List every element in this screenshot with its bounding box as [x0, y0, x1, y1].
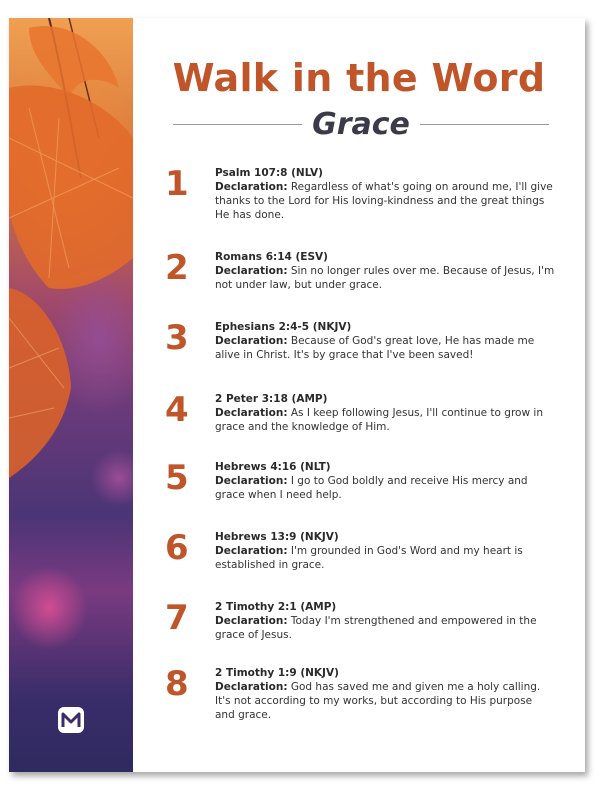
- entry-number: 3: [165, 318, 189, 358]
- ministry-logo-icon: [57, 706, 85, 734]
- entry-number: 1: [165, 164, 189, 204]
- entry-number: 5: [165, 458, 189, 498]
- declaration-text: Declaration: As I keep following Jesus, I'll continue to grow in grace and the knowledge of Him.: [215, 407, 543, 433]
- declaration-text: Declaration: Sin no longer rules over me. Because of Jesus, I'm not under law, but under grace.: [215, 265, 555, 291]
- declaration-label: Declaration:: [215, 681, 288, 693]
- scripture-reference: 2 Timothy 2:1 (AMP): [215, 601, 337, 613]
- declaration-label: Declaration:: [215, 181, 288, 193]
- scripture-reference: Ephesians 2:4-5 (NKJV): [215, 321, 352, 333]
- divider-right: [420, 124, 549, 125]
- declaration-text: Declaration: I go to God boldly and receive His mercy and grace when I need help.: [215, 475, 528, 501]
- subtitle-row: [173, 104, 549, 144]
- declaration-text: Declaration: Because of God's great love, He has made me alive in Christ. It's by grace that I've been saved!: [215, 335, 535, 361]
- declaration-text: Declaration: Regardless of what's going on around me, I'll give thanks to the Lord for His loving-kindness and the great things He has done.: [215, 181, 553, 221]
- declaration-label: Declaration:: [215, 407, 288, 419]
- entry-number: 8: [165, 664, 189, 704]
- declaration-label: Declaration:: [215, 335, 288, 347]
- declaration-label: Declaration:: [215, 545, 288, 557]
- entry-number: 6: [165, 528, 189, 568]
- scripture-reference: Psalm 107:8 (NLV): [215, 167, 323, 179]
- declaration-label: Declaration:: [215, 615, 288, 627]
- scripture-reference: Hebrews 4:16 (NLT): [215, 461, 331, 473]
- page-title: Walk in the Word: [172, 56, 546, 100]
- entry-number: 2: [165, 248, 189, 288]
- leaf-illustration: [9, 18, 133, 772]
- divider-left: [173, 124, 302, 125]
- page-subtitle: Grace: [312, 106, 410, 142]
- scripture-reference: Romans 6:14 (ESV): [215, 251, 328, 263]
- scripture-reference: Hebrews 13:9 (NKJV): [215, 531, 339, 543]
- declaration-text: Declaration: God has saved me and given me a holy calling. It's not according to my works, but according to His purpose and grace.: [215, 681, 541, 721]
- entry-number: 7: [165, 598, 189, 638]
- entry-number: 4: [165, 390, 189, 430]
- declaration-text: Declaration: I'm grounded in God's Word and my heart is established in grace.: [215, 545, 523, 571]
- scripture-reference: 2 Timothy 1:9 (NKJV): [215, 667, 339, 679]
- worksheet-page: [9, 18, 585, 772]
- declaration-label: Declaration:: [215, 265, 288, 277]
- declaration-label: Declaration:: [215, 475, 288, 487]
- autumn-leaves-photo: [9, 18, 133, 772]
- scripture-reference: 2 Peter 3:18 (AMP): [215, 393, 328, 405]
- declaration-text: Declaration: Today I'm strengthened and empowered in the grace of Jesus.: [215, 615, 537, 641]
